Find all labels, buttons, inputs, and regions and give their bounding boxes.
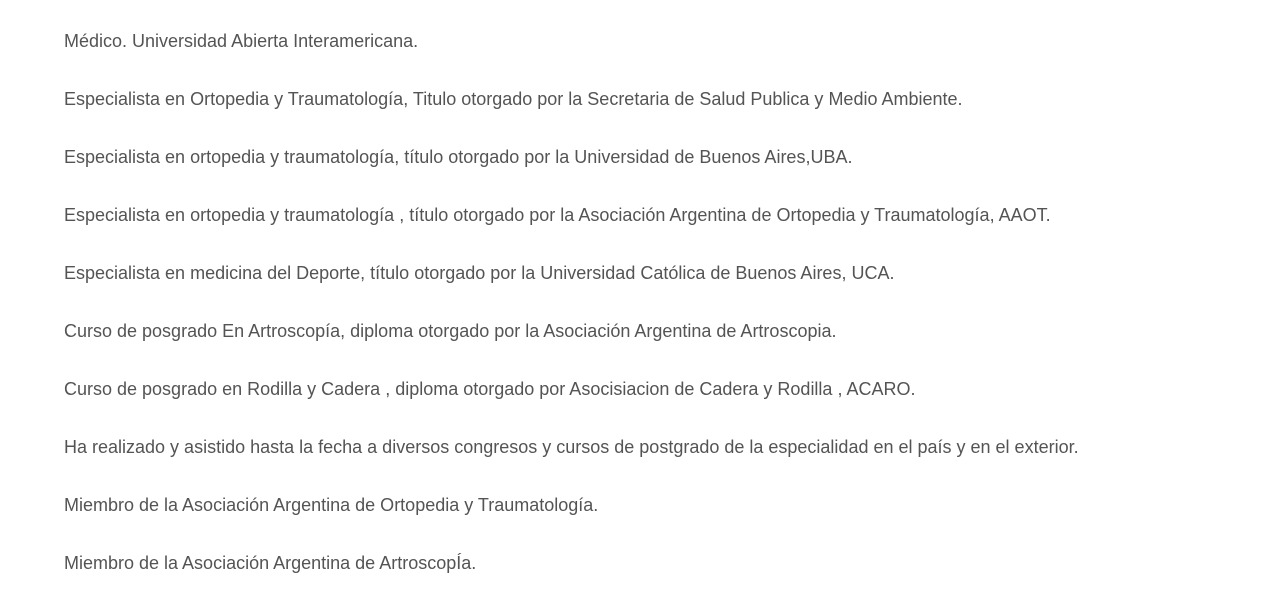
credential-arthroscopy-course: Curso de posgrado En Artroscopía, diploma otorgado por la Asociación Argentina de Artroscopia. bbox=[64, 321, 837, 341]
credential-medical-degree: Médico. Universidad Abierta Interamericana. bbox=[64, 31, 419, 51]
credential-ortho-specialist-uba: Especialista en ortopedia y traumatología, título otorgado por la Universidad de Buenos Aires,UBA. bbox=[64, 147, 853, 167]
membership-arthroscopy: Miembro de la Asociación Argentina de ArtroscopÍa. bbox=[64, 553, 477, 573]
credential-knee-hip-course: Curso de posgrado en Rodilla y Cadera , diploma otorgado por Asocisiacion de Cadera y Rodilla , ACARO. bbox=[64, 379, 916, 399]
credential-ortho-specialist-health-secretary: Especialista en Ortopedia y Traumatología, Titulo otorgado por la Secretaria de Salud Publica y Medio Ambiente. bbox=[64, 89, 963, 109]
credential-sports-medicine-uca: Especialista en medicina del Deporte, título otorgado por la Universidad Católica de Buenos Aires, UCA. bbox=[64, 263, 895, 283]
credentials-list bbox=[64, 29, 1264, 609]
membership-aaot: Miembro de la Asociación Argentina de Ortopedia y Traumatología. bbox=[64, 495, 599, 515]
credential-ortho-specialist-aaot: Especialista en ortopedia y traumatología , título otorgado por la Asociación Argentina de Ortopedia y Traumatología, AAOT. bbox=[64, 205, 1051, 225]
credential-congresses: Ha realizado y asistido hasta la fecha a diversos congresos y cursos de postgrado de la especialidad en el país y en el exterior. bbox=[64, 437, 1079, 457]
